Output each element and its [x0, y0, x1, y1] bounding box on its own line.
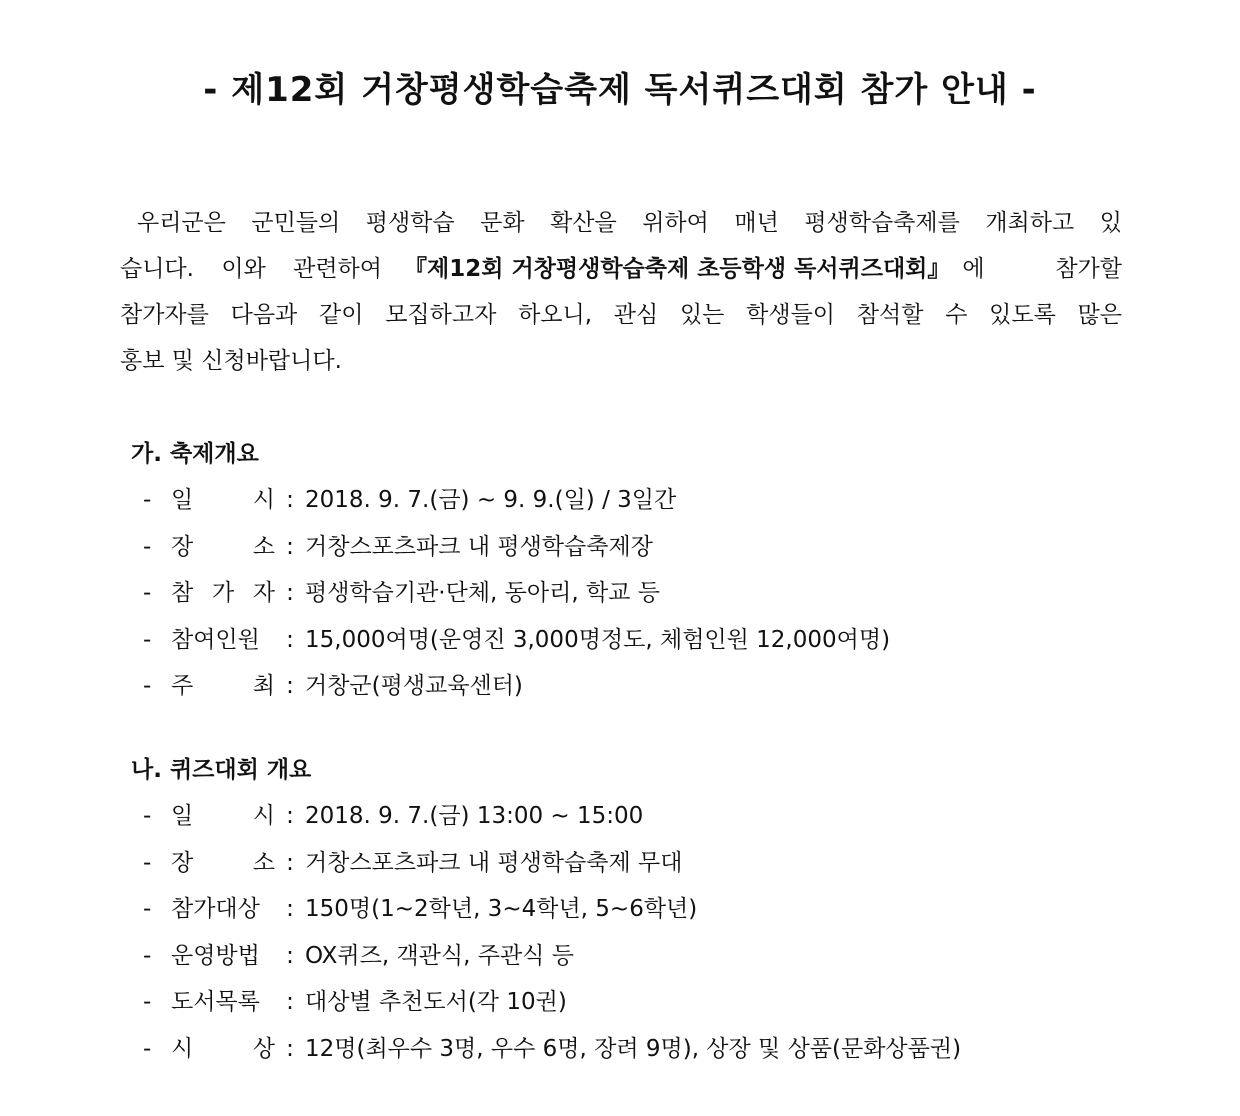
item-dash: - [143, 1035, 152, 1062]
item-colon: : [286, 803, 294, 829]
word: 있 [1099, 210, 1122, 236]
item-colon: : [286, 1035, 294, 1062]
word: 참석할 [856, 302, 924, 328]
item-dash: - [143, 673, 152, 699]
label-part: 장 [171, 849, 194, 876]
list-item [143, 623, 890, 657]
item-value: 거창군(평생교육센터) [305, 673, 523, 699]
item-dash: - [143, 942, 152, 969]
label-part: 가 [211, 580, 235, 606]
intro-line-3 [120, 292, 1122, 338]
section-a-heading: 가. 축제개요 [131, 441, 259, 467]
label-part: 상 [252, 1035, 275, 1062]
item-value: 거창스포츠파크 내 평생학습축제장 [305, 533, 653, 560]
item-dash: - [143, 626, 152, 653]
label-part: 도서목록 [171, 989, 260, 1015]
item-value: 150명(1~2학년, 3~4학년, 5~6학년) [305, 896, 698, 922]
item-label [171, 985, 275, 1019]
word: 관심 [613, 302, 659, 328]
word: 개최하고 [985, 210, 1075, 236]
item-label [171, 483, 275, 517]
word: 위하여 [642, 210, 709, 236]
item-dash: - [143, 989, 152, 1015]
word: 관련하여 [293, 256, 382, 282]
item-label [171, 939, 275, 973]
item-value: 대상별 추천도서(각 10권) [305, 989, 567, 1015]
list-item [143, 1032, 961, 1066]
item-label [171, 892, 275, 926]
item-dash: - [143, 896, 152, 922]
list-item [143, 530, 653, 564]
list-item [143, 939, 574, 973]
word: 평생학습축제를 [804, 210, 960, 236]
item-colon: : [286, 673, 294, 699]
item-label [171, 669, 275, 703]
event-name-highlight: 『제12회 거창평생학습축제 초등학생 독서퀴즈대회』 [404, 256, 951, 282]
list-item [143, 669, 523, 703]
word: 에 [962, 256, 985, 282]
intro-line-2 [120, 246, 1122, 292]
item-label [171, 1032, 275, 1066]
item-value: 2018. 9. 7.(금) 13:00 ~ 15:00 [305, 803, 644, 829]
item-colon: : [286, 989, 294, 1015]
word: 이와 [221, 256, 266, 282]
word: 수 [945, 302, 968, 328]
label-part: 일 [171, 803, 194, 829]
intro-line-2-post [962, 246, 1122, 292]
word: 많은 [1077, 302, 1122, 328]
list-item [143, 892, 697, 926]
list-item [143, 799, 643, 833]
word: 습니다. [120, 256, 194, 282]
list-item [143, 846, 682, 880]
word: 다음과 [230, 302, 298, 328]
item-colon: : [286, 942, 294, 969]
item-colon: : [286, 896, 294, 922]
intro-line-2-pre [120, 246, 382, 292]
label-part: 참 [171, 580, 194, 606]
label-part: 일 [171, 487, 194, 513]
label-part: 최 [252, 673, 275, 699]
item-colon: : [286, 533, 294, 560]
item-colon: : [286, 849, 294, 876]
item-value: 15,000여명(운영진 3,000명정도, 체험인원 12,000여명) [305, 626, 891, 653]
item-dash: - [143, 803, 152, 829]
item-label [171, 846, 275, 880]
label-part: 참가대상 [171, 896, 260, 922]
word: 참가자를 [120, 302, 209, 328]
word: 있도록 [989, 302, 1056, 328]
intro-line-1 [120, 200, 1122, 246]
word: 문화 [480, 210, 525, 236]
item-value: OX퀴즈, 객관식, 주관식 등 [305, 942, 574, 969]
item-dash: - [143, 580, 152, 606]
item-value: 평생학습기관·단체, 동아리, 학교 등 [305, 580, 660, 606]
item-dash: - [143, 849, 152, 876]
label-part: 소 [252, 849, 275, 876]
item-label [171, 623, 275, 657]
word: 확산을 [550, 210, 617, 236]
label-part: 운영방법 [171, 942, 260, 969]
intro-line-4: 홍보 및 신청바랍니다. [120, 348, 342, 374]
document-title: - 제12회 거창평생학습축제 독서퀴즈대회 참가 안내 - [203, 70, 1037, 110]
item-value: 12명(최우수 3명, 우수 6명, 장려 9명), 상장 및 상품(문화상품권) [305, 1035, 962, 1062]
label-part: 자 [252, 580, 275, 606]
word: 참가할 [1055, 256, 1122, 282]
word: 있는 [679, 302, 725, 328]
word: 모집하고자 [385, 302, 497, 328]
item-label [171, 799, 275, 833]
item-dash: - [143, 533, 152, 560]
label-part: 주 [171, 673, 194, 699]
label-part: 시 [171, 1035, 194, 1062]
section-b-heading: 나. 퀴즈대회 개요 [131, 757, 312, 783]
word: 같이 [319, 302, 364, 328]
label-part: 시 [252, 803, 275, 829]
item-dash: - [143, 487, 152, 513]
item-colon: : [286, 626, 294, 653]
item-value: 2018. 9. 7.(금) ~ 9. 9.(일) / 3일간 [305, 487, 677, 513]
word: 매년 [734, 210, 779, 236]
word: 평생학습 [365, 210, 455, 236]
item-label [171, 530, 275, 564]
label-part: 소 [252, 533, 275, 560]
word: 하오니, [518, 302, 593, 328]
list-item [143, 985, 567, 1019]
list-item [143, 576, 660, 610]
label-part: 참여인원 [171, 626, 260, 653]
label-part: 장 [171, 533, 194, 560]
item-colon: : [286, 487, 294, 513]
word: 학생들이 [746, 302, 836, 328]
word: 우리군은 [137, 210, 226, 236]
label-part: 시 [252, 487, 275, 513]
item-label [171, 576, 275, 610]
item-value: 거창스포츠파크 내 평생학습축제 무대 [305, 849, 683, 876]
item-colon: : [286, 580, 294, 606]
list-item [143, 483, 676, 517]
intro-paragraph [120, 200, 1122, 384]
word: 군민들의 [251, 210, 341, 236]
